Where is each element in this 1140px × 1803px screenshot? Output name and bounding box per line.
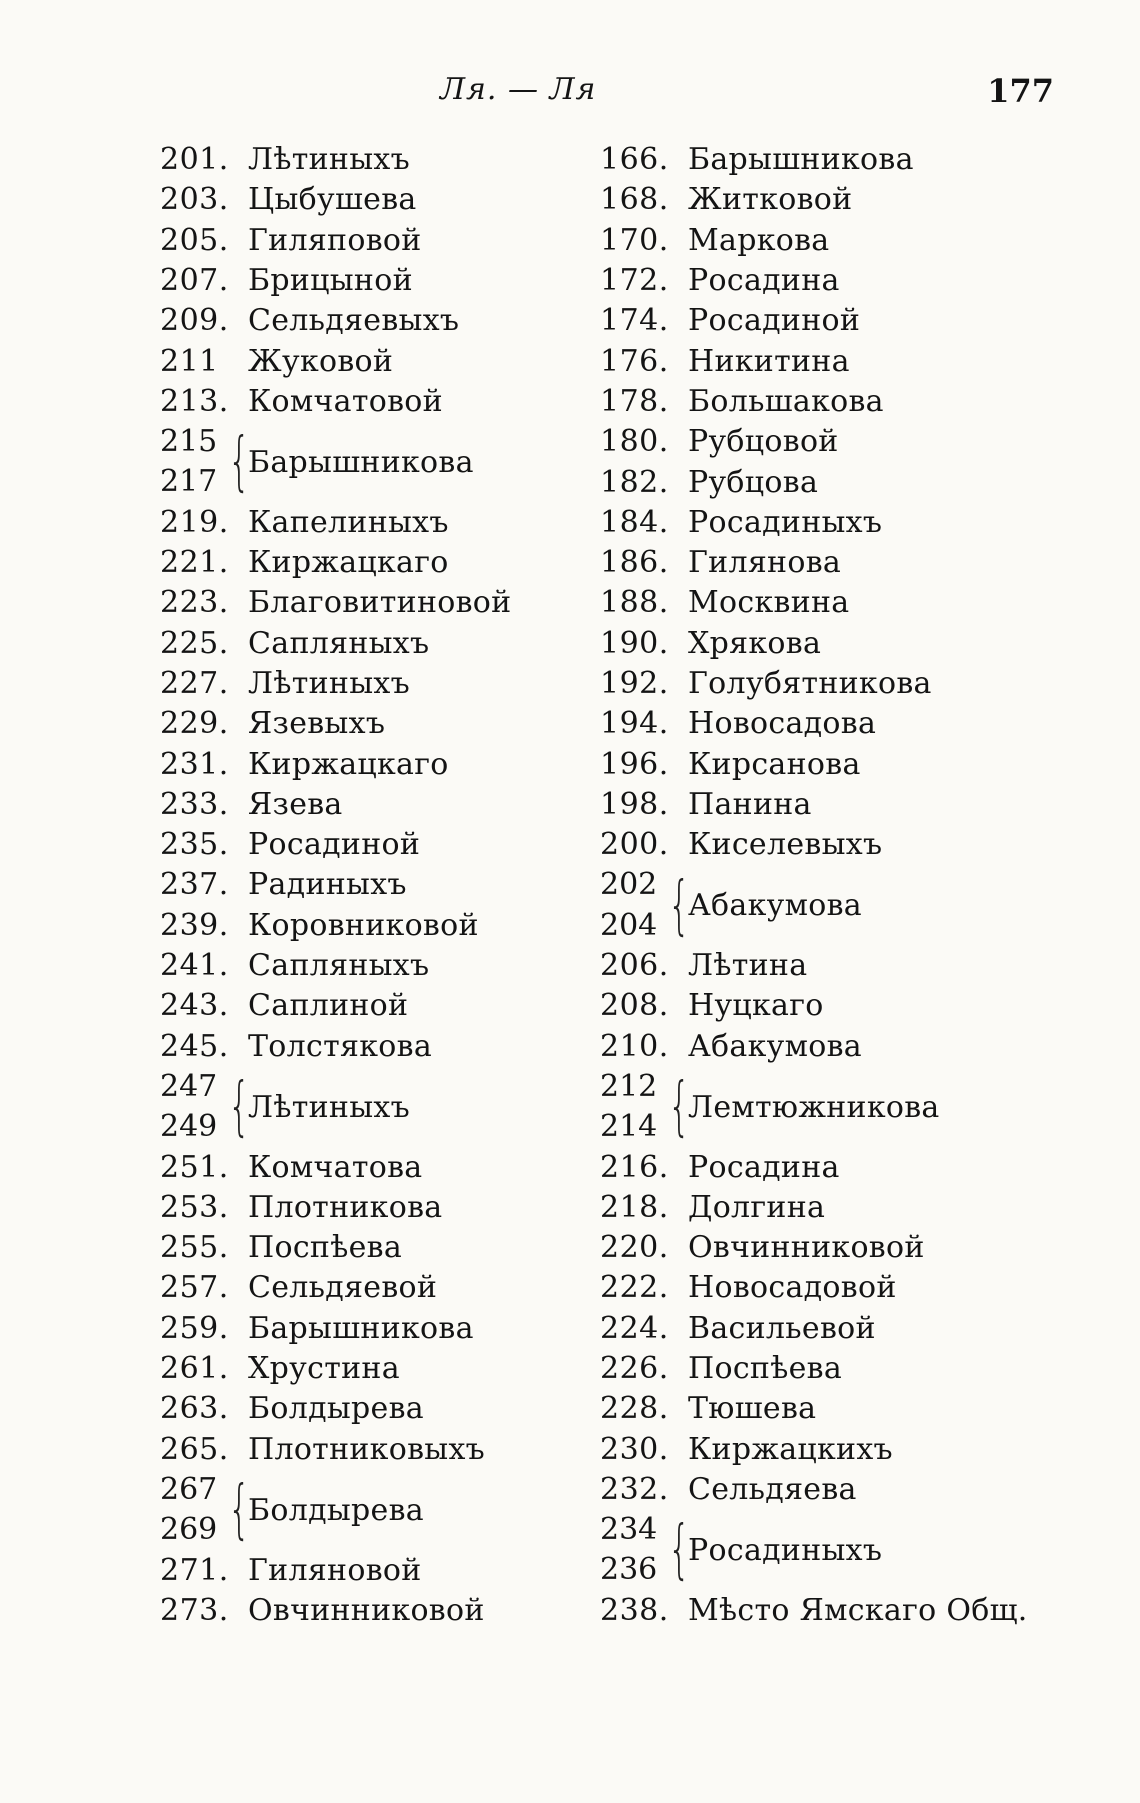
entry-name: Голубятникова [688, 666, 932, 701]
entry-name: Рубцовой [688, 424, 839, 460]
entry-name: Москвина [688, 585, 850, 621]
list-entry [160, 1591, 550, 1631]
entry-number: 227. [160, 666, 229, 701]
entry-number: 241. [160, 948, 229, 984]
entry-name: Поспѣева [248, 1230, 403, 1266]
entry-name: Большакова [688, 383, 884, 419]
entry-name: Панина [688, 786, 812, 822]
list-entry [600, 624, 1060, 664]
entry-name: Коровниковой [248, 907, 479, 943]
list-entry [600, 1470, 1060, 1510]
entry-number: 211 [160, 343, 219, 379]
entry-name: Новосадовой [688, 1270, 897, 1306]
entry-number: 208. [600, 988, 669, 1024]
grouped-entry [160, 1067, 550, 1148]
brace-icon: { [668, 1070, 691, 1145]
grouped-entry-numbers [600, 865, 668, 946]
entry-number: 172. [600, 263, 669, 299]
list-entry [600, 1349, 1060, 1389]
list-entry [600, 1188, 1060, 1228]
list-entry [160, 744, 550, 784]
entry-number: 236 [600, 1552, 658, 1588]
list-entry [160, 1228, 550, 1268]
entry-name: Никитина [688, 343, 850, 379]
entry-number: 216. [600, 1149, 669, 1185]
list-entry [160, 1188, 550, 1228]
entry-name: Нуцкаго [688, 988, 824, 1024]
entry-name: Брицыной [248, 263, 413, 299]
entry-number: 239. [160, 907, 229, 943]
entry-number: 265. [160, 1431, 229, 1467]
grouped-entry-numbers [160, 422, 228, 503]
entry-name: Сельдяевой [248, 1270, 438, 1306]
entry-number: 228. [600, 1391, 669, 1427]
entry-name: Болдырева [248, 1492, 424, 1528]
list-entry [600, 180, 1060, 220]
entry-number: 203. [160, 182, 229, 218]
list-entry [600, 664, 1060, 704]
entry-number: 221. [160, 545, 229, 581]
entry-number: 259. [160, 1310, 229, 1346]
entry-number: 204 [600, 907, 658, 943]
list-entry [600, 1027, 1060, 1067]
entry-name: Овчинниковой [688, 1230, 925, 1266]
entry-number: 222. [600, 1270, 669, 1306]
entry-number: 218. [600, 1189, 669, 1225]
entry-name: Абакумова [688, 1028, 862, 1064]
entry-number: 263. [160, 1391, 229, 1427]
list-entry [160, 341, 550, 381]
brace-icon: { [668, 868, 691, 943]
list-entry [160, 140, 550, 180]
entry-name: Толстякова [248, 1028, 433, 1064]
list-entry [160, 704, 550, 744]
list-entry [600, 1228, 1060, 1268]
entry-name: Васильевой [688, 1310, 876, 1346]
grouped-entry-numbers [160, 1470, 228, 1551]
entry-name: Поспѣева [688, 1351, 843, 1387]
entry-number: 234 [600, 1512, 658, 1548]
list-entry [600, 543, 1060, 583]
entry-number: 235. [160, 827, 229, 863]
entry-number: 226. [600, 1351, 669, 1387]
entry-number: 243. [160, 988, 229, 1024]
list-entry [600, 825, 1060, 865]
list-entry [600, 462, 1060, 502]
entry-name: Гиляповой [248, 222, 422, 258]
list-entry [160, 1389, 550, 1429]
entry-name: Лемтюжникова [688, 1089, 940, 1125]
list-entry [600, 946, 1060, 986]
list-entry [600, 422, 1060, 462]
entry-name: Киселевыхъ [688, 827, 883, 863]
entry-number: 213. [160, 383, 229, 419]
list-entry [160, 624, 550, 664]
entry-name: Лѣтиныхъ [248, 666, 410, 701]
list-entry [160, 986, 550, 1026]
entry-name: Росадиныхъ [688, 504, 883, 540]
list-entry [160, 1309, 550, 1349]
entry-number: 166. [600, 142, 669, 178]
list-entry [600, 704, 1060, 744]
list-entry [160, 301, 550, 341]
page-header [0, 72, 1140, 112]
left-column [160, 140, 550, 1631]
entry-number: 219. [160, 504, 229, 540]
list-entry [600, 1591, 1060, 1631]
entry-number: 231. [160, 746, 229, 782]
entry-name: Новосадова [688, 706, 877, 742]
entry-name: Овчинниковой [248, 1592, 485, 1628]
entry-number: 225. [160, 625, 229, 661]
entry-name: Лѣтина [688, 948, 808, 984]
list-entry [600, 140, 1060, 180]
entry-number: 182. [600, 464, 669, 500]
entry-name: Гилянова [688, 545, 842, 581]
entry-number: 249 [160, 1109, 218, 1145]
entry-name: Тюшева [688, 1391, 817, 1427]
grouped-entry [160, 422, 550, 503]
entry-number: 220. [600, 1230, 669, 1266]
entry-name: Абакумова [688, 888, 862, 924]
list-entry [600, 261, 1060, 301]
list-entry [160, 785, 550, 825]
list-entry [600, 986, 1060, 1026]
entry-number: 205. [160, 222, 229, 258]
entry-name: Росадиной [248, 827, 421, 863]
entry-number: 237. [160, 867, 229, 903]
entry-number: 255. [160, 1230, 229, 1266]
list-entry [600, 1430, 1060, 1470]
entry-name: Хрустина [248, 1351, 400, 1387]
list-entry [600, 503, 1060, 543]
entry-number: 188. [600, 585, 669, 621]
brace-icon: { [228, 1473, 251, 1548]
entry-number: 194. [600, 706, 669, 742]
entry-name: Язева [248, 786, 343, 822]
entry-number: 178. [600, 383, 669, 419]
entry-number: 214 [600, 1109, 658, 1145]
entry-name: Барышникова [248, 1310, 474, 1346]
grouped-entry [600, 865, 1060, 946]
entry-number: 230. [600, 1431, 669, 1467]
entry-name: Киржацкаго [248, 746, 449, 782]
entry-name: Рубцова [688, 464, 819, 500]
entry-name: Комчатова [248, 1149, 423, 1185]
entry-name: Житковой [688, 182, 853, 218]
list-entry [160, 221, 550, 261]
entry-name: Благовитиновой [248, 585, 512, 621]
list-entry [160, 946, 550, 986]
brace-icon: { [228, 425, 251, 500]
right-column [600, 140, 1060, 1631]
entry-name: Барышникова [248, 444, 474, 480]
entry-number: 210. [600, 1028, 669, 1064]
entry-name: Сапляныхъ [248, 948, 430, 984]
entry-number: 201. [160, 142, 229, 178]
entry-number: 176. [600, 343, 669, 379]
entry-number: 273. [160, 1592, 229, 1628]
list-entry [600, 1268, 1060, 1308]
entry-name: Цыбушева [248, 182, 417, 218]
entry-name: Барышникова [688, 142, 914, 178]
entry-number: 223. [160, 585, 229, 621]
entry-name: Кирсанова [688, 746, 861, 782]
list-entry [160, 1268, 550, 1308]
list-entry [160, 1147, 550, 1187]
grouped-entry-numbers [160, 1067, 228, 1148]
entry-number: 170. [600, 222, 669, 258]
list-entry [160, 906, 550, 946]
list-entry [160, 825, 550, 865]
list-entry [160, 382, 550, 422]
list-entry [160, 583, 550, 623]
list-entry [160, 180, 550, 220]
entry-number: 190. [600, 625, 669, 661]
list-entry [600, 341, 1060, 381]
grouped-entry-numbers [600, 1510, 668, 1591]
entry-number: 233. [160, 786, 229, 822]
entry-number: 238. [600, 1592, 669, 1628]
entry-name: Маркова [688, 222, 830, 258]
entry-name: Плотникова [248, 1189, 443, 1225]
list-entry [160, 865, 550, 905]
entry-name: Плотниковыхъ [248, 1431, 486, 1467]
entry-number: 253. [160, 1189, 229, 1225]
entry-number: 247 [160, 1068, 218, 1104]
entry-name: Гиляновой [248, 1552, 422, 1588]
entry-number: 180. [600, 424, 669, 460]
list-entry [600, 1147, 1060, 1187]
entry-name: Лѣтиныхъ [248, 142, 410, 178]
brace-icon: { [668, 1513, 691, 1588]
entry-number: 209. [160, 303, 229, 339]
entry-name: Киржацкихъ [688, 1431, 893, 1467]
entry-name: Росадиной [688, 303, 861, 339]
list-entry [160, 664, 550, 704]
entry-name: Болдырева [248, 1391, 424, 1427]
list-entry [160, 1430, 550, 1470]
entry-number: 217 [160, 464, 218, 500]
grouped-entry [160, 1470, 550, 1551]
brace-icon: { [228, 1070, 251, 1145]
entry-number: 245. [160, 1028, 229, 1064]
entry-number: 174. [600, 303, 669, 339]
running-head: Ля. — Ля [440, 72, 597, 107]
list-entry [160, 1349, 550, 1389]
list-entry [160, 1550, 550, 1590]
entry-name: Росадина [688, 1149, 840, 1185]
list-entry [600, 1389, 1060, 1429]
entry-name: Мѣсто Ямскаго Общ. [688, 1592, 1028, 1628]
entry-name: Сапляныхъ [248, 625, 430, 661]
entry-number: 202 [600, 867, 658, 903]
entry-number: 207. [160, 263, 229, 299]
list-entry [600, 785, 1060, 825]
entry-name: Росадиныхъ [688, 1532, 883, 1568]
entry-number: 267 [160, 1471, 218, 1507]
entry-number: 261. [160, 1351, 229, 1387]
entry-name: Киржацкаго [248, 545, 449, 581]
entry-name: Комчатовой [248, 383, 443, 419]
entry-name: Сельдяевыхъ [248, 303, 460, 339]
list-entry [160, 261, 550, 301]
list-entry [600, 583, 1060, 623]
entry-number: 257. [160, 1270, 229, 1306]
list-entry [160, 1027, 550, 1067]
entry-number: 229. [160, 706, 229, 742]
entry-name: Саплиной [248, 988, 409, 1024]
list-entry [600, 744, 1060, 784]
entry-name: Жуковой [248, 343, 394, 379]
entry-number: 184. [600, 504, 669, 540]
entry-name: Язевыхъ [248, 706, 386, 742]
entry-name: Радиныхъ [248, 867, 407, 903]
entry-number: 186. [600, 545, 669, 581]
entry-number: 215 [160, 424, 218, 460]
entry-number: 198. [600, 786, 669, 822]
page-number: 177 [987, 72, 1054, 110]
entry-name: Сельдяева [688, 1471, 857, 1507]
entry-name: Долгина [688, 1189, 826, 1225]
grouped-entry [600, 1067, 1060, 1148]
list-entry [600, 1309, 1060, 1349]
entry-name: Росадина [688, 263, 840, 299]
entry-number: 224. [600, 1310, 669, 1346]
entry-number: 251. [160, 1149, 229, 1185]
list-entry [600, 221, 1060, 261]
list-entry [160, 543, 550, 583]
entry-name: Лѣтиныхъ [248, 1089, 410, 1125]
grouped-entry [600, 1510, 1060, 1591]
entry-number: 212 [600, 1068, 658, 1104]
entry-name: Хрякова [688, 625, 822, 661]
entry-number: 271. [160, 1552, 229, 1588]
entry-number: 232. [600, 1471, 669, 1507]
list-entry [600, 382, 1060, 422]
entry-name: Капелиныхъ [248, 504, 449, 540]
list-entry [160, 503, 550, 543]
list-entry [600, 301, 1060, 341]
grouped-entry-numbers [600, 1067, 668, 1148]
entry-number: 168. [600, 182, 669, 218]
entry-number: 269 [160, 1512, 218, 1548]
entry-number: 200. [600, 827, 669, 863]
entry-number: 192. [600, 666, 669, 701]
entry-number: 196. [600, 746, 669, 782]
entry-number: 206. [600, 948, 669, 984]
